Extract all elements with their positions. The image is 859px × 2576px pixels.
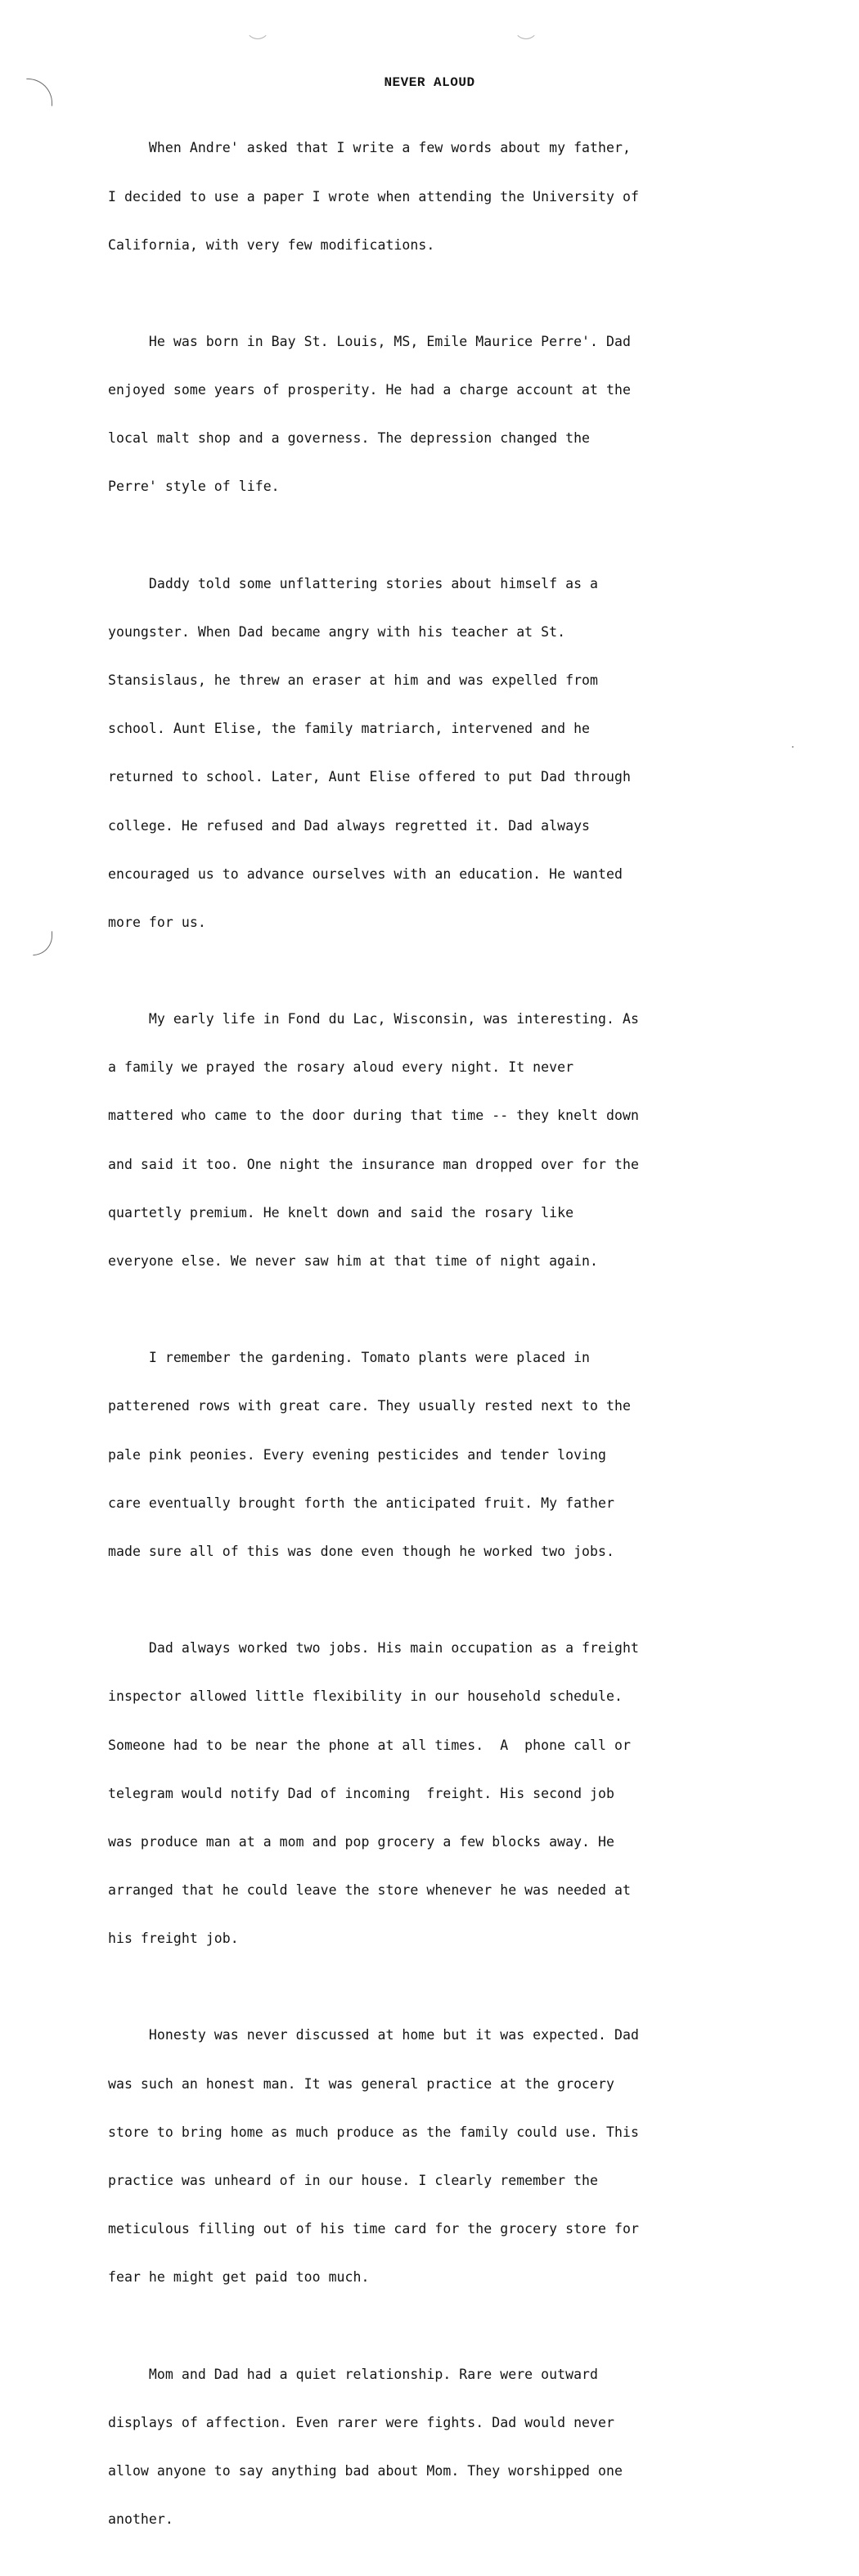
text-line: his freight job. [108,1930,239,1946]
text-line: I remember the gardening. Tomato plants were placed in [108,1350,591,1366]
text-line: When Andre' asked that I write a few words about my father, [108,140,631,156]
text-line: school. Aunt Elise, the family matriarch, intervened and he [108,721,591,737]
text-line: California, with very few modifications. [108,236,435,253]
scan-mark [514,25,538,39]
scan-speck [792,746,794,748]
text-line: mattered who came to the door during that time -- they knelt down [108,1108,639,1124]
text-line: displays of affection. Even rarer were fights. Dad would never [108,2414,614,2430]
text-line: Honesty was never discussed at home but it was expected. Dad [108,2027,639,2043]
text-line: allow anyone to say anything bad about Mom. They worshipped one [108,2462,623,2479]
text-line: Perre' style of life. [108,479,280,495]
paragraph [108,1608,762,1979]
text-line: arranged that he could leave the store whenever he was needed at [108,1881,631,1898]
text-line: returned to school. Later, Aunt Elise offered to put Dad through [108,769,631,785]
text-line: fear he might get paid too much. [108,2269,370,2285]
paragraph [108,108,762,285]
text-line: store to bring home as much produce as the family could use. This [108,2124,639,2140]
text-line: My early life in Fond du Lac, Wisconsin, was interesting. As [108,1011,639,1027]
text-line: He was born in Bay St. Louis, MS, Emile Maurice Perre'. Dad [108,334,631,350]
text-line: youngster. When Dad became angry with his teacher at St. [108,624,566,641]
text-line: meticulous filling out of his time card for the grocery store for [108,2220,639,2237]
text-line: made sure all of this was done even though he worked two jobs. [108,1543,614,1559]
paragraph [108,302,762,528]
text-line: pale pink peonies. Every evening pesticides and tender loving [108,1446,607,1463]
document-title: NEVER ALOUD [384,75,475,90]
text-line: quartetly premium. He knelt down and said the rosary like [108,1204,574,1221]
text-line: was produce man at a mom and pop grocery a few blocks away. He [108,1833,614,1850]
text-line: another. [108,2511,173,2527]
text-line: inspector allowed little flexibility in our household schedule. [108,1688,623,1705]
text-line: encouraged us to advance ourselves with an education. He wanted [108,865,623,882]
paragraph [108,2334,762,2560]
paragraph [108,1995,762,2318]
text-line: enjoyed some years of prosperity. He had a charge account at the [108,382,631,398]
text-line: a family we prayed the rosary aloud every night. It never [108,1059,574,1076]
text-line: telegram would notify Dad of incoming freight. His second job [108,1785,614,1801]
text-line: patterened rows with great care. They usually rested next to the [108,1398,631,1414]
paragraph [108,544,762,963]
text-line: Daddy told some unflattering stories about himself as a [108,575,599,591]
text-line: was such an honest man. It was general practice at the grocery [108,2075,614,2092]
scan-mark [245,25,270,39]
text-line: Dad always worked two jobs. His main occupation as a freight [108,1640,639,1657]
text-line: college. He refused and Dad always regretted it. Dad always [108,817,591,834]
text-line: and said it too. One night the insurance man dropped over for the [108,1156,639,1172]
paragraph [108,979,762,1301]
text-line: more for us. [108,914,206,930]
paragraph [108,1318,762,1592]
text-line: practice was unheard of in our house. I clearly remember the [108,2172,599,2188]
text-line: everyone else. We never saw him at that time of night again. [108,1252,599,1269]
hole-punch-mark [33,931,52,955]
text-line: Mom and Dad had a quiet relationship. Rare were outward [108,2366,599,2382]
text-line: care eventually brought forth the anticipated fruit. My father [108,1495,614,1511]
text-line: local malt shop and a governess. The depression changed the [108,430,591,447]
text-line: Stansislaus, he threw an eraser at him and was expelled from [108,672,599,689]
text-line: Someone had to be near the phone at all times. A phone call or [108,1737,631,1753]
document-body [108,108,762,2576]
text-line: I decided to use a paper I wrote when attending the University of [108,188,639,205]
